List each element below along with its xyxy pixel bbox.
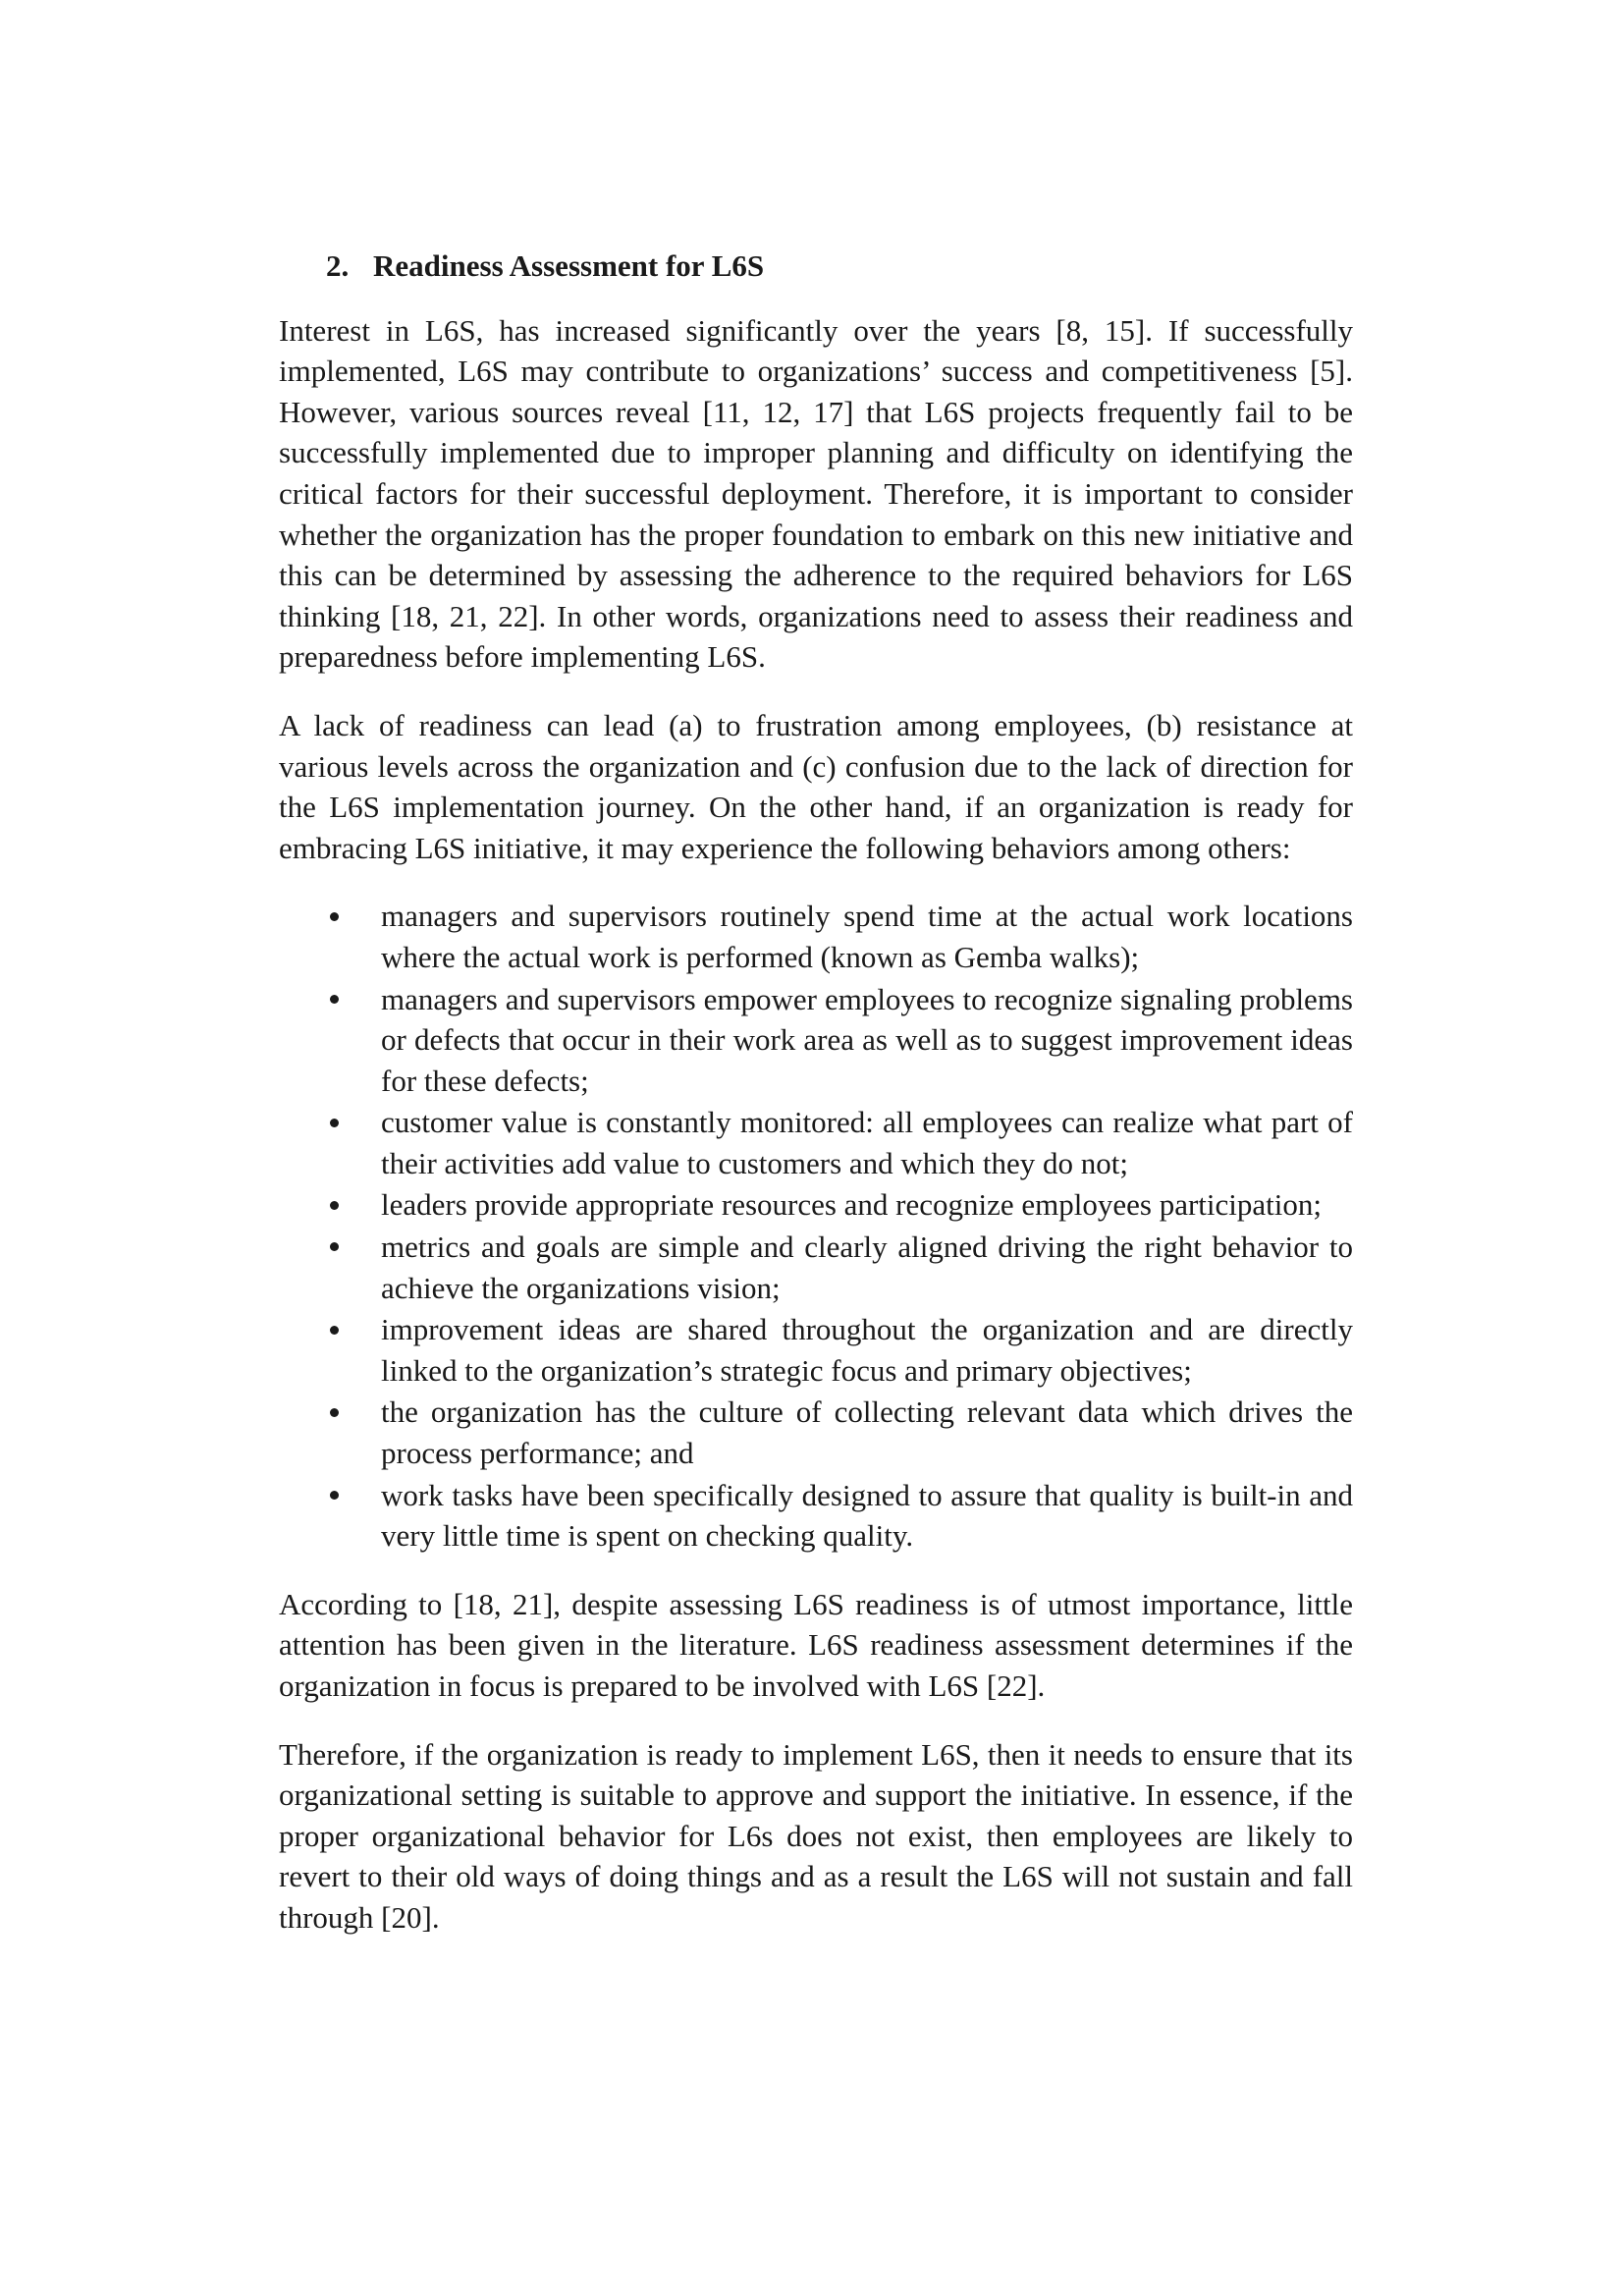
- list-item: [381, 979, 1353, 1102]
- section-heading: [326, 246, 1353, 287]
- bullet-icon: [330, 1392, 350, 1433]
- bullet-icon: [330, 1184, 350, 1226]
- list-item-text: customer value is constantly monitored: all employees can realize what part of their activities add value to customers and which they do not;: [381, 1105, 1353, 1180]
- bullet-icon: [330, 896, 350, 937]
- list-item: [381, 1392, 1353, 1473]
- page-content: [279, 246, 1353, 1966]
- bullet-icon: [330, 1102, 350, 1143]
- section-number: 2.: [326, 248, 350, 283]
- bullet-icon: [330, 1475, 350, 1516]
- section-title: Readiness Assessment for L6S: [373, 248, 765, 283]
- list-item: [381, 1184, 1353, 1226]
- paragraph-intro: Interest in L6S, has increased significantly over the years [8, 15]. If successfully implemented, L6S may contribute to organizations’ success and competitiveness [5]. However, various sources reveal [11, 12, 17] that L6S projects frequently fail to be successfully implemented due to improper planning and difficulty on identifying the critical factors for their successful deployment. Therefore, it is important to consider whether the organization has the proper foundation to embark on this new initiative and this can be determined by assessing the adherence to the required behaviors for L6S thinking [18, 21, 22]. In other words, organizations need to assess their readiness and preparedness before implementing L6S.: [279, 312, 1353, 675]
- list-item-text: the organization has the culture of collecting relevant data which drives the process performance; and: [381, 1394, 1353, 1471]
- behaviors-list: [279, 896, 1353, 1557]
- bullet-icon: [330, 1227, 350, 1268]
- bullet-icon: [330, 979, 350, 1020]
- list-item-text: work tasks have been specifically designed to assure that quality is built-in and very little time is spent on checking quality.: [381, 1477, 1353, 1554]
- list-item: [381, 1475, 1353, 1557]
- list-item: [381, 896, 1353, 977]
- list-item-text: managers and supervisors empower employees to recognize signaling problems or defects that occur in their work area as well as to suggest improvement ideas for these defects;: [381, 981, 1353, 1098]
- paragraph-therefore: Therefore, if the organization is ready to implement L6S, then it needs to ensure that its organizational setting is suitable to approve and support the initiative. In essence, if the proper organizational behavior for L6s does not exist, then employees are likely to revert to their old ways of doing things and as a result the L6S will not sustain and fall through [20].: [279, 1736, 1353, 1935]
- list-item-text: leaders provide appropriate resources and recognize employees participation;: [381, 1187, 1323, 1223]
- list-item-text: improvement ideas are shared throughout the organization and are directly linked to the organization’s strategic focus and primary objectives;: [381, 1312, 1353, 1388]
- paragraph-according: According to [18, 21], despite assessing L6S readiness is of utmost importance, little attention has been given in the literature. L6S readiness assessment determines if the organization in focus is prepared to be involved with L6S [22].: [279, 1586, 1353, 1703]
- list-item: [381, 1309, 1353, 1391]
- list-item: [381, 1102, 1353, 1183]
- paragraph-readiness: A lack of readiness can lead (a) to frustration among employees, (b) resistance at various levels across the organization and (c) confusion due to the lack of direction for the L6S implementation journey. On the other hand, if an organization is ready for embracing L6S initiative, it may experience the following behaviors among others:: [279, 707, 1353, 865]
- list-item-text: metrics and goals are simple and clearly aligned driving the right behavior to achieve the organizations vision;: [381, 1230, 1353, 1305]
- bullet-icon: [330, 1309, 350, 1350]
- list-item-text: managers and supervisors routinely spend time at the actual work locations where the actual work is performed (known as Gemba walks);: [381, 899, 1353, 974]
- list-item: [381, 1227, 1353, 1308]
